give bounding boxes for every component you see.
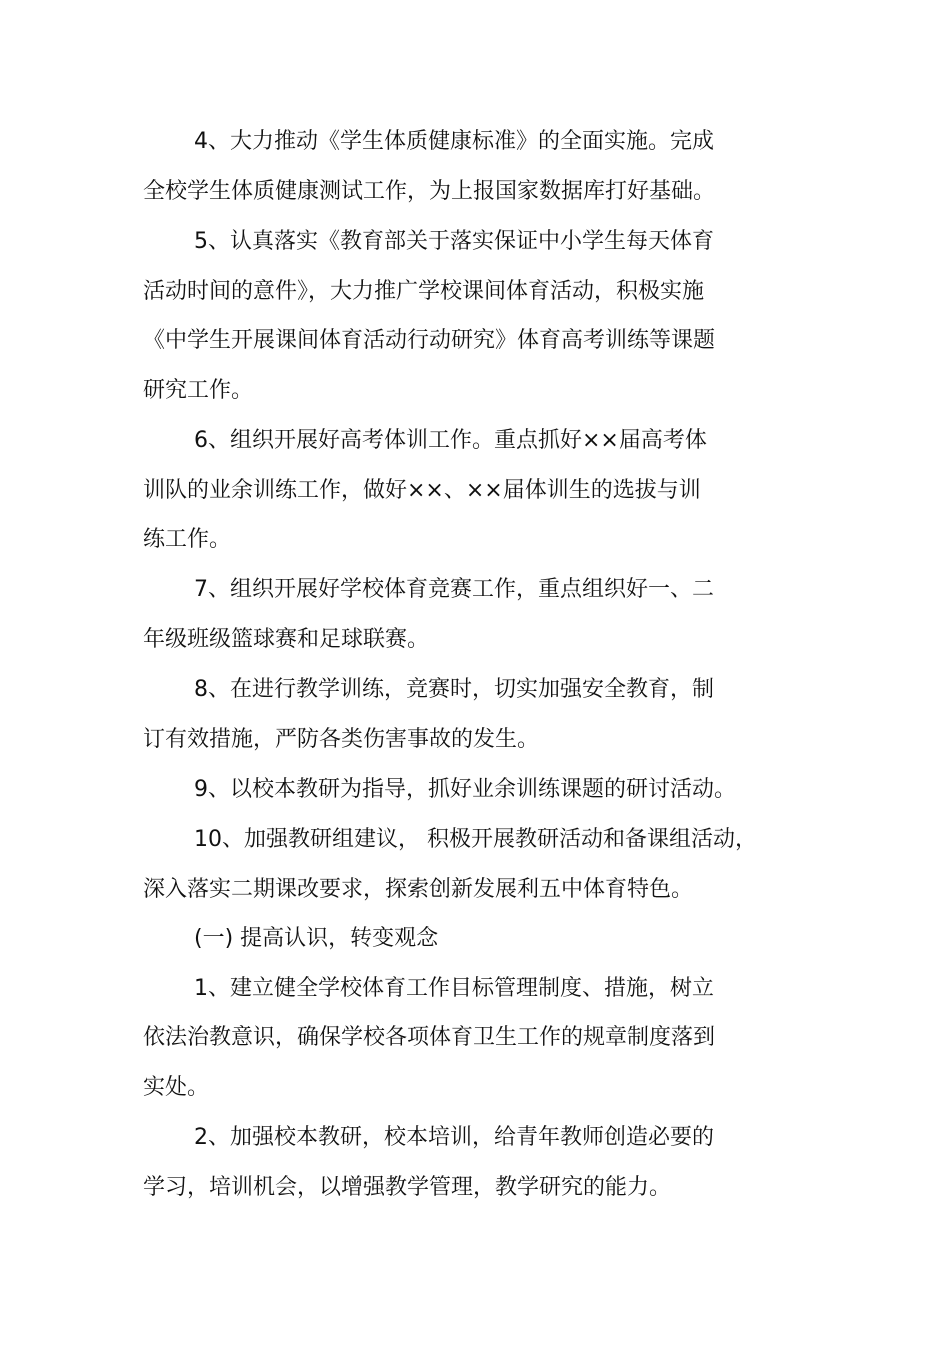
text-line: 5、认真落实《教育部关于落实保证中小学生每天体育 (194, 229, 714, 254)
text-line: 10、加强教研组建议， 积极开展教研活动和备课组活动， (194, 827, 757, 852)
text-line: 练工作。 (143, 527, 232, 552)
text-line: 6、组织开展好高考体训工作。重点抓好××届高考体 (194, 428, 707, 453)
text-line: 研究工作。 (143, 378, 254, 403)
text-line: 实处。 (143, 1075, 210, 1100)
text-line: 7、组织开展好学校体育竞赛工作，重点组织好一、二 (194, 577, 714, 602)
text-line: 学习，培训机会，以增强教学管理，教学研究的能力。 (143, 1175, 672, 1200)
text-line: 1、建立健全学校体育工作目标管理制度、措施，树立 (194, 976, 714, 1001)
text-line: 9、以校本教研为指导，抓好业余训练课题的研讨活动。 (194, 777, 736, 802)
text-line: 年级班级篮球赛和足球联赛。 (143, 627, 430, 652)
text-line: 依法治教意识，确保学校各项体育卫生工作的规章制度落到 (143, 1025, 716, 1050)
text-line: 深入落实二期课改要求，探索创新发展利五中体育特色。 (143, 877, 694, 902)
text-line: 活动时间的意件》，大力推广学校课间体育活动，积极实施 (143, 279, 705, 304)
text-line: 订有效措施，严防各类伤害事故的发生。 (143, 727, 540, 752)
text-line: 2、加强校本教研，校本培训，给青年教师创造必要的 (194, 1125, 714, 1150)
text-line: 《中学生开展课间体育活动行动研究》体育高考训练等课题 (143, 328, 716, 353)
text-line: 4、大力推动《学生体质健康标准》的全面实施。完成 (194, 129, 714, 154)
text-line: 全校学生体质健康测试工作，为上报国家数据库打好基础。 (143, 179, 716, 204)
section-heading: (一) 提高认识，转变观念 (194, 926, 439, 951)
text-line: 8、在进行教学训练，竞赛时，切实加强安全教育，制 (194, 677, 714, 702)
text-line: 训队的业余训练工作，做好××、××届体训生的选拔与训 (143, 478, 701, 503)
